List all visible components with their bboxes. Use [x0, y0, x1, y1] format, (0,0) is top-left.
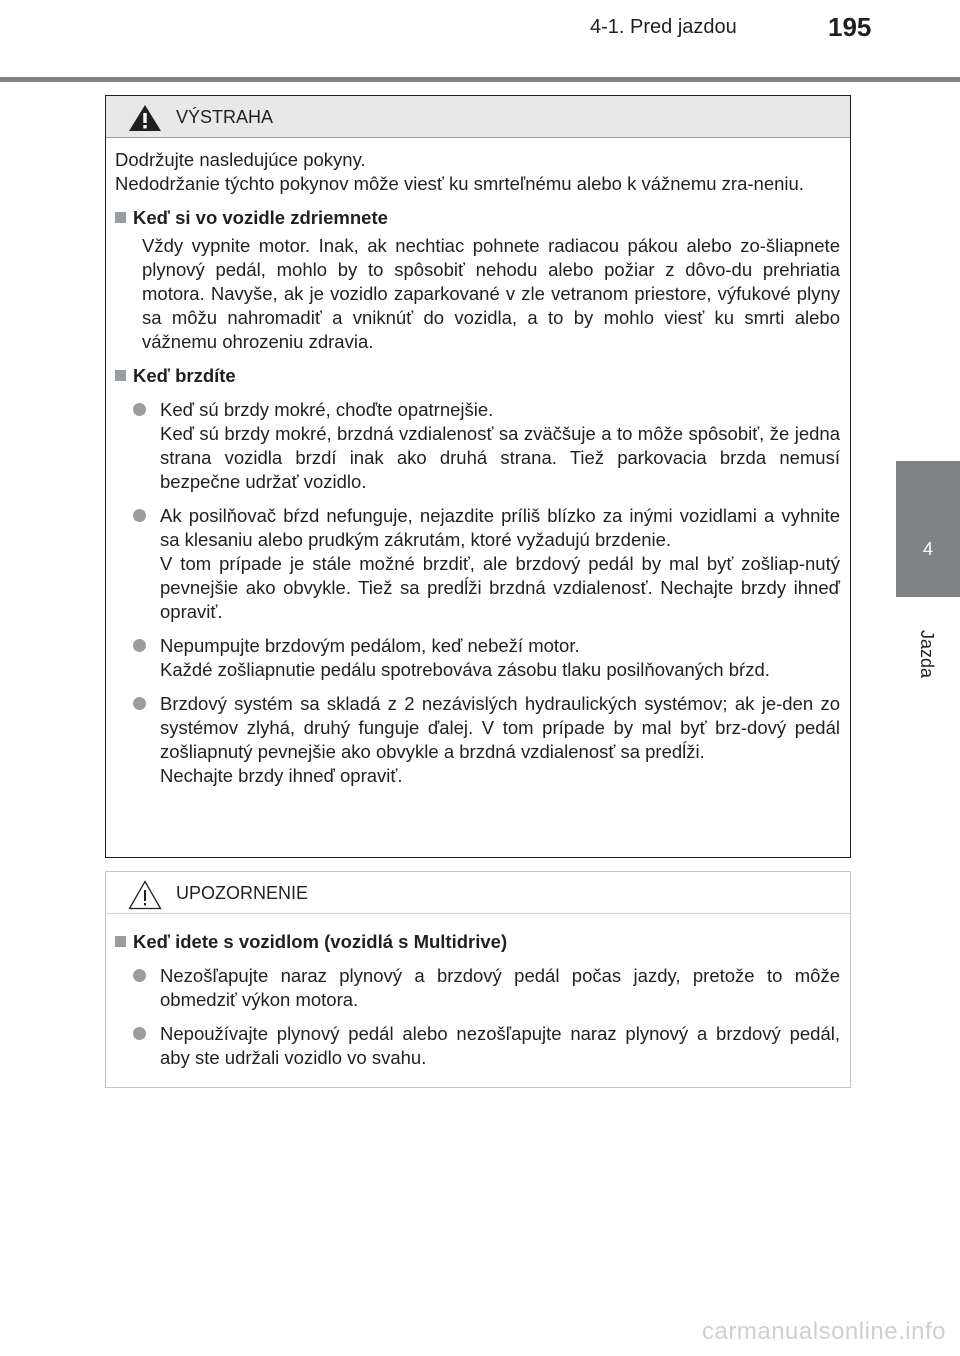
chapter-label: Jazda	[917, 630, 937, 679]
section-heading: Keď si vo vozidle zdriemnete	[115, 206, 840, 230]
round-bullet-icon	[133, 1027, 146, 1040]
page-number: 195	[828, 12, 872, 42]
square-bullet-icon	[115, 212, 126, 223]
list-item: Nepoužívajte plynový pedál alebo nezošľapujte naraz plynový a brzdový pedál, aby ste udržali vozidlo vo svahu.	[115, 1022, 840, 1070]
chapter-tab[interactable]	[896, 461, 960, 597]
intro-line-2: Nedodržanie týchto pokynov môže viesť ku smrteľnému alebo k vážnemu zra-neniu.	[115, 173, 804, 194]
square-bullet-icon	[115, 936, 126, 947]
round-bullet-icon	[133, 697, 146, 710]
caution-header	[106, 872, 850, 914]
warning-label: VÝSTRAHA	[176, 107, 274, 127]
list-item: Ak posilňovač bŕzd nefunguje, nejazdite príliš blízko za inými vozidlami a vyhnite sa klesaniu alebo prudkým zákrutám, ktoré vyžadujú brzdenie. V tom prípade je stále možné brzdiť, ale brzdový pedál by mal byť zošliap-nutý pevnejšie ako obvykle. Tiež sa predĺži brzdná vzdialenosť. Nechajte brzdy ihneď opraviť.	[115, 504, 840, 624]
list-item: Brzdový systém sa skladá z 2 nezávislých hydraulických systémov; ak je-den zo systémov zlyhá, druhý funguje ďalej. V tom prípade by mal byť brz-dový pedál zošliapnutý pevnejšie ako obvykle a brzdná vzdialenosť sa predĺži. Nechajte brzdy ihneď opraviť.	[115, 692, 840, 788]
list-item: Nepumpujte brzdovým pedálom, keď nebeží motor. Každé zošliapnutie pedálu spotrebováva zásobu tlaku posilňovaných bŕzd.	[115, 634, 840, 682]
round-bullet-icon	[133, 969, 146, 982]
section-heading: Keď idete s vozidlom (vozidlá s Multidrive)	[115, 930, 840, 954]
list-item: Nezošľapujte naraz plynový a brzdový pedál počas jazdy, pretože to môže obmedziť výkon motora.	[115, 964, 840, 1012]
caution-label: UPOZORNENIE	[176, 883, 309, 903]
round-bullet-icon	[133, 639, 146, 652]
round-bullet-icon	[133, 509, 146, 522]
header-rule	[0, 77, 960, 82]
section-title: 4-1. Pred jazdou	[590, 16, 737, 38]
warning-icon	[128, 104, 162, 132]
caution-box	[105, 871, 851, 1088]
section-heading: Keď brzdíte	[115, 364, 840, 388]
warning-header	[106, 96, 850, 138]
intro-line-1: Dodržujte nasledujúce pokyny.	[115, 149, 366, 170]
square-bullet-icon	[115, 370, 126, 381]
round-bullet-icon	[133, 403, 146, 416]
list-item: Keď sú brzdy mokré, choďte opatrnejšie. Keď sú brzdy mokré, brzdná vzdialenosť sa zväčšuje a to môže spôsobiť, že jedna strana vozidla brzdí inak ako druhá strana. Tiež parkovacia brzda nemusí bezpečne udržať vozidlo.	[115, 398, 840, 494]
chapter-number: 4	[922, 539, 933, 559]
watermark: carmanualsonline.info	[702, 1318, 946, 1345]
section-text: Vždy vypnite motor. Inak, ak nechtiac pohnete radiacou pákou alebo zo-šliapnete plynový pedál, mohlo by to spôsobiť nehodu alebo požiar z dôvo-du prehriatia motora. Navyše, ak je vozidlo zaparkované v zle vetranom priestore, výfukové plyny sa môžu nahromadiť a vniknúť do vozidla, a to by mohlo viesť ku smrti alebo vážnemu ohrozeniu zdravia.	[142, 235, 840, 352]
caution-icon	[128, 880, 162, 910]
warning-box	[105, 95, 851, 858]
